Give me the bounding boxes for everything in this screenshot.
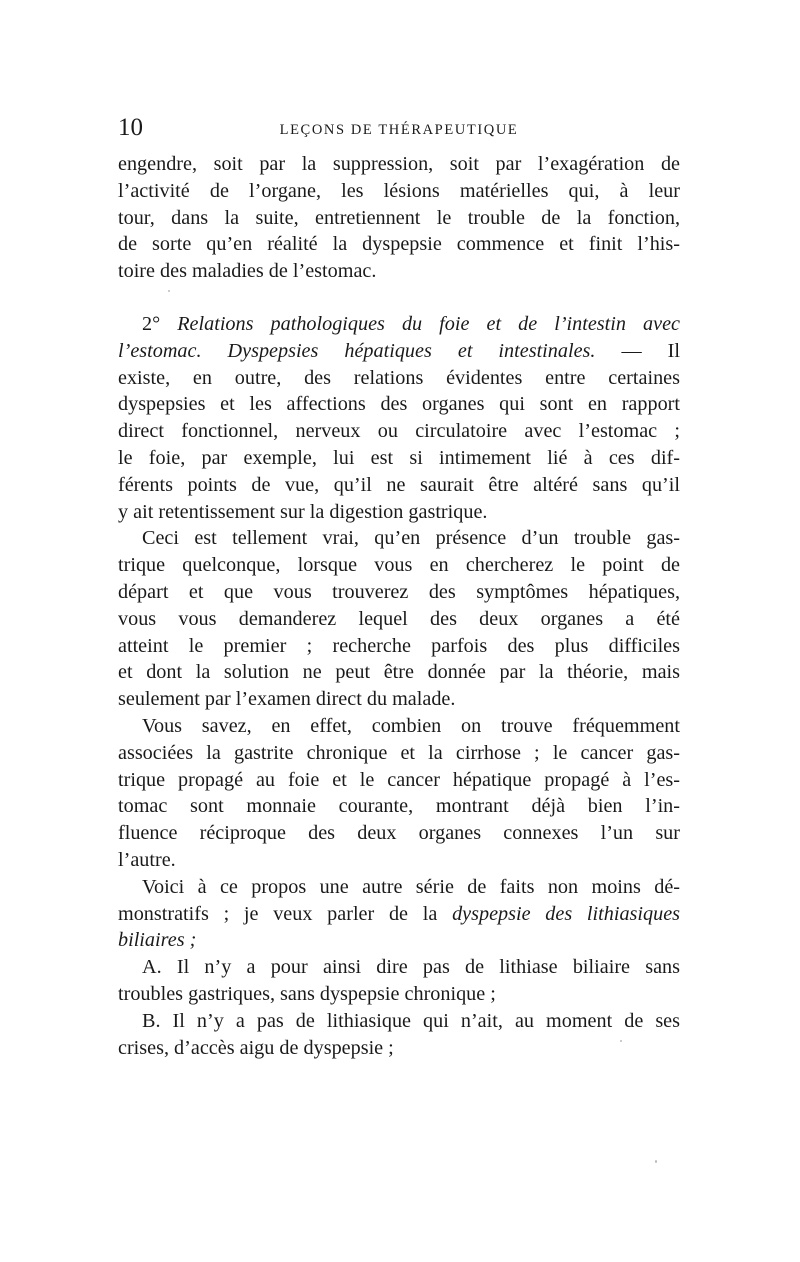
text-line: Ceci est tellement vrai, qu’en présence d’un trouble gas- bbox=[142, 527, 680, 550]
italic-term: dyspepsie des lithiasiques bbox=[452, 902, 681, 925]
paper-speck bbox=[168, 290, 170, 292]
text-line: vous vous demanderez lequel des deux organes a été bbox=[118, 607, 680, 630]
paragraph-5 bbox=[118, 874, 680, 954]
text-line: le foie, par exemple, lui est si intimement lié à ces dif- bbox=[118, 446, 680, 469]
text-line: et dont la solution ne peut être donnée par la théorie, mais bbox=[118, 661, 680, 684]
text-line: férents points de vue, qu’il ne saurait être altéré sans qu’il bbox=[118, 473, 680, 496]
text-line: crises, d’accès aigu de dyspepsie ; bbox=[118, 1036, 394, 1059]
text-line: engendre, soit par la suppression, soit par l’exagération de bbox=[118, 153, 680, 175]
paragraph-1 bbox=[118, 151, 680, 285]
text-line: Voici à ce propos une autre série de faits non moins dé- bbox=[142, 875, 680, 898]
text-line: atteint le premier ; recherche parfois des plus difficiles bbox=[118, 634, 680, 657]
body-text bbox=[118, 151, 680, 1061]
text-line: toire des maladies de l’estomac. bbox=[118, 260, 377, 283]
text-line: Vous savez, en effet, combien on trouve fréquemment bbox=[142, 714, 680, 737]
page-header bbox=[118, 112, 680, 144]
text-line: existe, en outre, des relations évidentes entre certaines bbox=[118, 366, 680, 389]
text-line: l’autre. bbox=[118, 848, 176, 871]
paper-speck bbox=[620, 1040, 622, 1042]
section-heading-italic: Relations pathologiques du foie et de l’intestin avec bbox=[177, 312, 680, 335]
text-line: seulement par l’examen direct du malade. bbox=[118, 688, 456, 711]
text-line: départ et que vous trouverez des symptômes hépatiques, bbox=[118, 580, 680, 603]
paragraph-2 bbox=[118, 311, 680, 525]
text-line: biliaires ; bbox=[118, 929, 197, 952]
text-line: y ait retentissement sur la digestion gastrique. bbox=[118, 500, 488, 523]
text-line: tour, dans la suite, entretiennent le trouble de la fonction, bbox=[118, 206, 680, 229]
text-line bbox=[118, 901, 680, 928]
text-line: trique quelconque, lorsque vous en chercherez le point de bbox=[118, 554, 680, 577]
text-line: dyspepsies et les affections des organes qui sont en rapport bbox=[118, 393, 680, 416]
paragraph-6 bbox=[118, 954, 680, 1008]
text-line: de sorte qu’en réalité la dyspepsie commence et finit l’his- bbox=[118, 233, 680, 256]
page-number: 10 bbox=[118, 114, 143, 141]
text-line bbox=[118, 311, 680, 338]
text-line: B. Il n’y a pas de lithiasique qui n’ait, au moment de ses bbox=[142, 1009, 680, 1032]
section-number: 2° bbox=[142, 312, 178, 335]
running-title: LEÇONS DE THÉRAPEUTIQUE bbox=[279, 122, 519, 138]
text-line: associées la gastrite chronique et la cirrhose ; le cancer gas- bbox=[118, 741, 680, 764]
paper-speck bbox=[655, 1160, 657, 1163]
text-line: trique propagé au foie et le cancer hépatique propagé à l’es- bbox=[118, 768, 680, 791]
section-heading-dash: — Il bbox=[595, 339, 680, 362]
text-line: fluence réciproque des deux organes connexes l’un sur bbox=[118, 822, 680, 845]
text-fragment: monstratifs ; je veux parler de la bbox=[118, 902, 453, 925]
paragraph-7 bbox=[118, 1008, 680, 1062]
text-line bbox=[118, 338, 680, 365]
text-line: l’activité de l’organe, les lésions matérielles qui, à leur bbox=[118, 179, 680, 202]
text-line: tomac sont monnaie courante, montrant déjà bien l’in- bbox=[118, 795, 680, 818]
section-heading-italic: l’estomac. Dyspepsies hépatiques et intestinales. bbox=[118, 339, 596, 362]
paragraph-4 bbox=[118, 713, 680, 874]
paragraph-3 bbox=[118, 525, 680, 713]
text-line: troubles gastriques, sans dyspepsie chronique ; bbox=[118, 982, 496, 1005]
text-line: direct fonctionnel, nerveux ou circulatoire avec l’estomac ; bbox=[118, 420, 680, 443]
text-line: A. Il n’y a pour ainsi dire pas de lithiase biliaire sans bbox=[142, 956, 680, 979]
